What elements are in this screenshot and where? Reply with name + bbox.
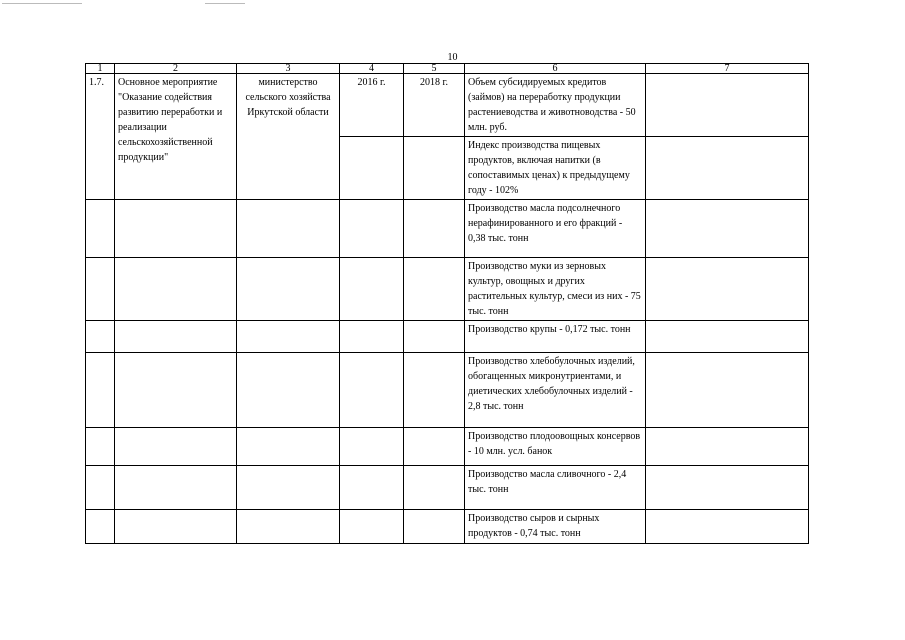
header-cell: 5 [404,64,465,74]
empty-cell [86,353,115,428]
empty-cell [237,510,340,544]
header-cell: 1 [86,64,115,74]
header-cell: 6 [465,64,646,74]
empty-cell [340,200,404,258]
empty-cell [404,200,465,258]
header-cell: 4 [340,64,404,74]
executor-cell: министерство сельского хозяйства Иркутской области [237,74,340,200]
empty-cell [86,510,115,544]
empty-cell [404,428,465,466]
empty-cell [340,428,404,466]
indicator-cell: Производство масла сливочного - 2,4 тыс. тонн [465,466,646,510]
table-row [86,466,809,510]
indicator-cell: Производство масла подсолнечного нерафинированного и его фракций - 0,38 тыс. тонн [465,200,646,258]
empty-cell [86,466,115,510]
empty-cell [646,510,809,544]
scan-artifact-line [205,3,245,4]
empty-cell [237,321,340,353]
empty-cell [115,510,237,544]
empty-cell [404,466,465,510]
empty-cell [86,258,115,321]
empty-cell [115,200,237,258]
empty-cell [115,428,237,466]
empty-cell [340,258,404,321]
empty-cell [404,258,465,321]
header-cell: 7 [646,64,809,74]
table-row [86,74,809,137]
empty-cell [646,428,809,466]
table-row [86,353,809,428]
empty-cell [86,428,115,466]
header-row [86,64,809,74]
empty-cell [646,74,809,137]
start-date-cell: 2016 г. [340,74,404,137]
indicator-cell: Производство муки из зерновых культур, овощных и других растительных культур, смеси из них - 75 тыс. тонн [465,258,646,321]
table-row [86,321,809,353]
empty-cell [646,466,809,510]
empty-cell [340,466,404,510]
empty-cell [115,466,237,510]
header-cell: 3 [237,64,340,74]
event-name-cell: Основное мероприятие "Оказание содействия развитию переработки и реализации сельскохозяйственной продукции" [115,74,237,200]
row-number-cell: 1.7. [86,74,115,200]
empty-cell [237,466,340,510]
empty-cell [237,258,340,321]
indicator-cell: Объем субсидируемых кредитов (займов) на переработку продукции растениеводства и животноводства - 50 млн. руб. [465,74,646,137]
end-date-cell: 2018 г. [404,74,465,137]
program-table [85,63,809,544]
empty-cell [115,353,237,428]
empty-cell [404,137,465,200]
indicator-cell: Производство плодоовощных консервов - 10 млн. усл. банок [465,428,646,466]
page-number: 10 [447,52,458,63]
empty-cell [340,353,404,428]
empty-cell [646,353,809,428]
empty-cell [237,353,340,428]
empty-cell [404,353,465,428]
empty-cell [340,137,404,200]
table-row [86,428,809,466]
table-row [86,258,809,321]
empty-cell [646,321,809,353]
header-cell: 2 [115,64,237,74]
empty-cell [86,200,115,258]
indicator-cell: Производство хлебобулочных изделий, обогащенных микронутриентами, и диетических хлебобулочных изделий - 2,8 тыс. тонн [465,353,646,428]
empty-cell [86,321,115,353]
empty-cell [237,428,340,466]
empty-cell [646,258,809,321]
scan-artifact-line [2,3,82,4]
table-row [86,200,809,258]
empty-cell [237,200,340,258]
empty-cell [115,321,237,353]
empty-cell [646,200,809,258]
empty-cell [646,137,809,200]
empty-cell [404,321,465,353]
indicator-cell: Индекс производства пищевых продуктов, включая напитки (в сопоставимых ценах) к предыдущему году - 102% [465,137,646,200]
empty-cell [404,510,465,544]
empty-cell [340,510,404,544]
indicator-cell: Производство крупы - 0,172 тыс. тонн [465,321,646,353]
empty-cell [115,258,237,321]
empty-cell [340,321,404,353]
table-row [86,510,809,544]
indicator-cell: Производство сыров и сырных продуктов - 0,74 тыс. тонн [465,510,646,544]
